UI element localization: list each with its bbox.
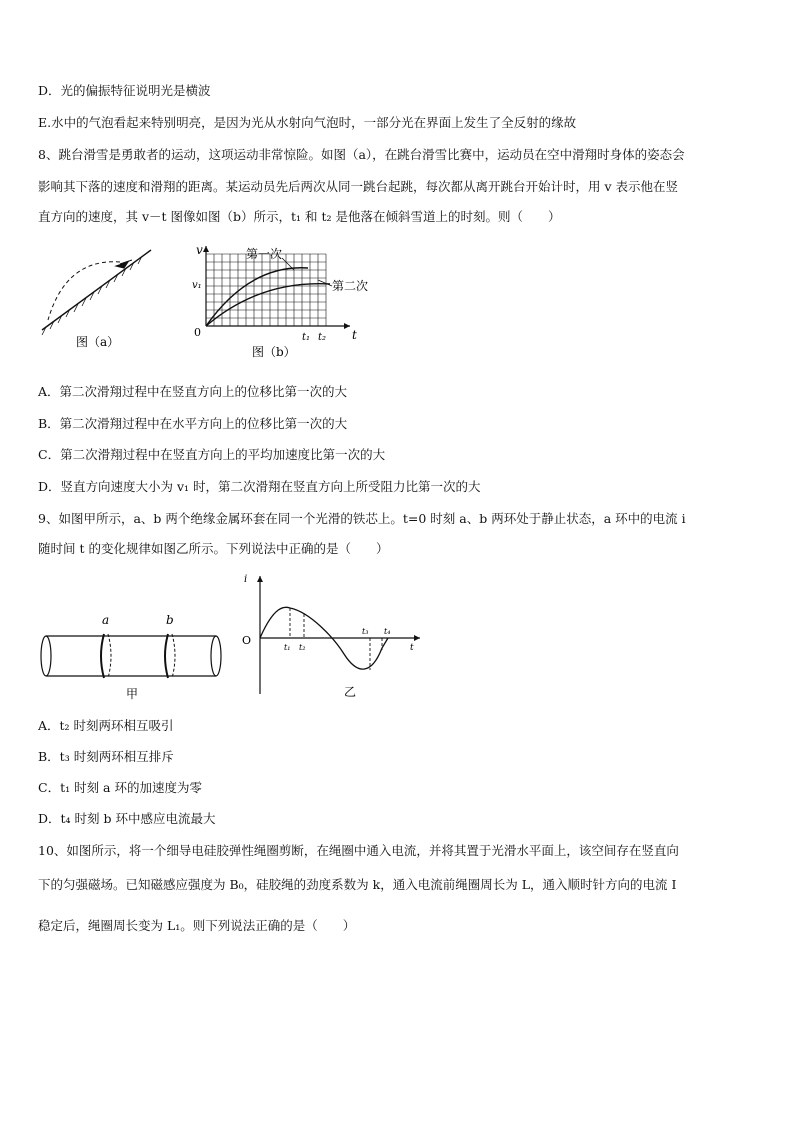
label-t1: t₁ [302,332,311,343]
figure-jia-caption: 甲 [126,687,139,701]
figure-a-ski-jump [36,244,166,354]
skier-icon [116,260,132,268]
figure-yi-it-graph [238,572,428,702]
origin-label: 0 [194,326,201,339]
q7-option-e: E.水中的气泡看起来特别明亮，是因为光从水射向气泡时，一部分光在界面上发生了全反射的缘故 [38,115,577,130]
q10-stem-line2: 下的匀强磁场。已知磁感应强度为 B₀，硅胶绳的劲度系数为 k，通入电流前绳圈周长为 L，通入顺时针方向的电流 I [38,877,677,892]
q8-option-b: B．第二次滑翔过程中在水平方向上的位移比第一次的大 [38,416,348,431]
q8-stem-line1: 8、跳台滑雪是勇敢者的运动，这项运动非常惊险。如图（a），在跳台滑雪比赛中，运动员在空中滑翔时身体的姿态会 [38,147,685,162]
label-v1: v₁ [192,280,202,291]
label-t2: t₂ [299,643,306,652]
q10-stem-line3: 稳定后，绳圈周长变为 L₁。则下列说法正确的是（ ） [38,918,356,933]
q7-option-d: D．光的偏振特征说明光是横波 [38,83,211,98]
q8-option-a: A．第二次滑翔过程中在竖直方向上的位移比第一次的大 [38,384,348,399]
label-t4: t₄ [384,627,391,636]
label-t1: t₁ [284,643,291,652]
q10-stem-line1: 10、如图所示，将一个细导电硅胶弹性绳圈剪断，在绳圈中通入电流，并将其置于光滑水平面上，该空间存在竖直向 [38,843,679,858]
axis-label-i: i [244,574,248,585]
core-left-end [41,636,51,676]
q8-option-d: D．竖直方向速度大小为 v₁ 时，第二次滑翔在竖直方向上所受阻力比第一次的大 [38,479,481,494]
figure-b-caption: 图（b） [252,345,296,359]
label-ring-a: a [102,613,110,627]
ring-b [165,634,175,678]
origin-label: O [242,634,252,647]
figure-jia-rings [36,610,226,705]
q9-stem-line1: 9、如图甲所示，a、b 两个绝缘金属环套在同一个光滑的铁芯上。t=0 时刻 a、b 两环处于静止状态，a 环中的电流 i [38,511,686,526]
label-second: 第二次 [332,279,369,293]
q9-option-b: B．t₃ 时刻两环相互排斥 [38,749,174,764]
label-ring-b: b [166,613,174,627]
curve-second [206,284,330,326]
figure-b-vt-graph [190,244,390,364]
trajectory-dashed [48,262,120,320]
figure-yi-caption: 乙 [344,685,357,699]
q9-option-a: A．t₂ 时刻两环相互吸引 [38,718,174,733]
core-right-end [211,636,221,676]
label-t2: t₂ [318,332,327,343]
grid [206,254,326,326]
ring-a [101,634,111,678]
q9-stem-line2: 随时间 t 的变化规律如图乙所示。下列说法中正确的是（ ） [38,541,389,556]
q8-option-c: C．第二次滑翔过程中在竖直方向上的平均加速度比第一次的大 [38,447,386,462]
axis-label-t: t [410,643,414,653]
q9-option-c: C．t₁ 时刻 a 环的加速度为零 [38,780,202,795]
q8-stem-line3: 直方向的速度，其 v－t 图像如图（b）所示，t₁ 和 t₂ 是他落在倾斜雪道上的时刻。则（ ） [38,209,561,224]
label-t3: t₃ [362,627,369,636]
slope-line [42,250,151,330]
q9-option-d: D．t₄ 时刻 b 环中感应电流最大 [38,811,216,826]
curve-first [206,268,308,326]
axis-label-v: v [196,244,203,257]
figure-a-caption: 图（a） [76,335,120,349]
label-first: 第一次 [246,247,283,261]
axis-label-t: t [352,328,357,342]
q8-stem-line2: 影响其下落的速度和滑翔的距离。某运动员先后两次从同一跳台起跳，每次都从离开跳台开始计时，用 v 表示他在竖 [38,179,679,194]
